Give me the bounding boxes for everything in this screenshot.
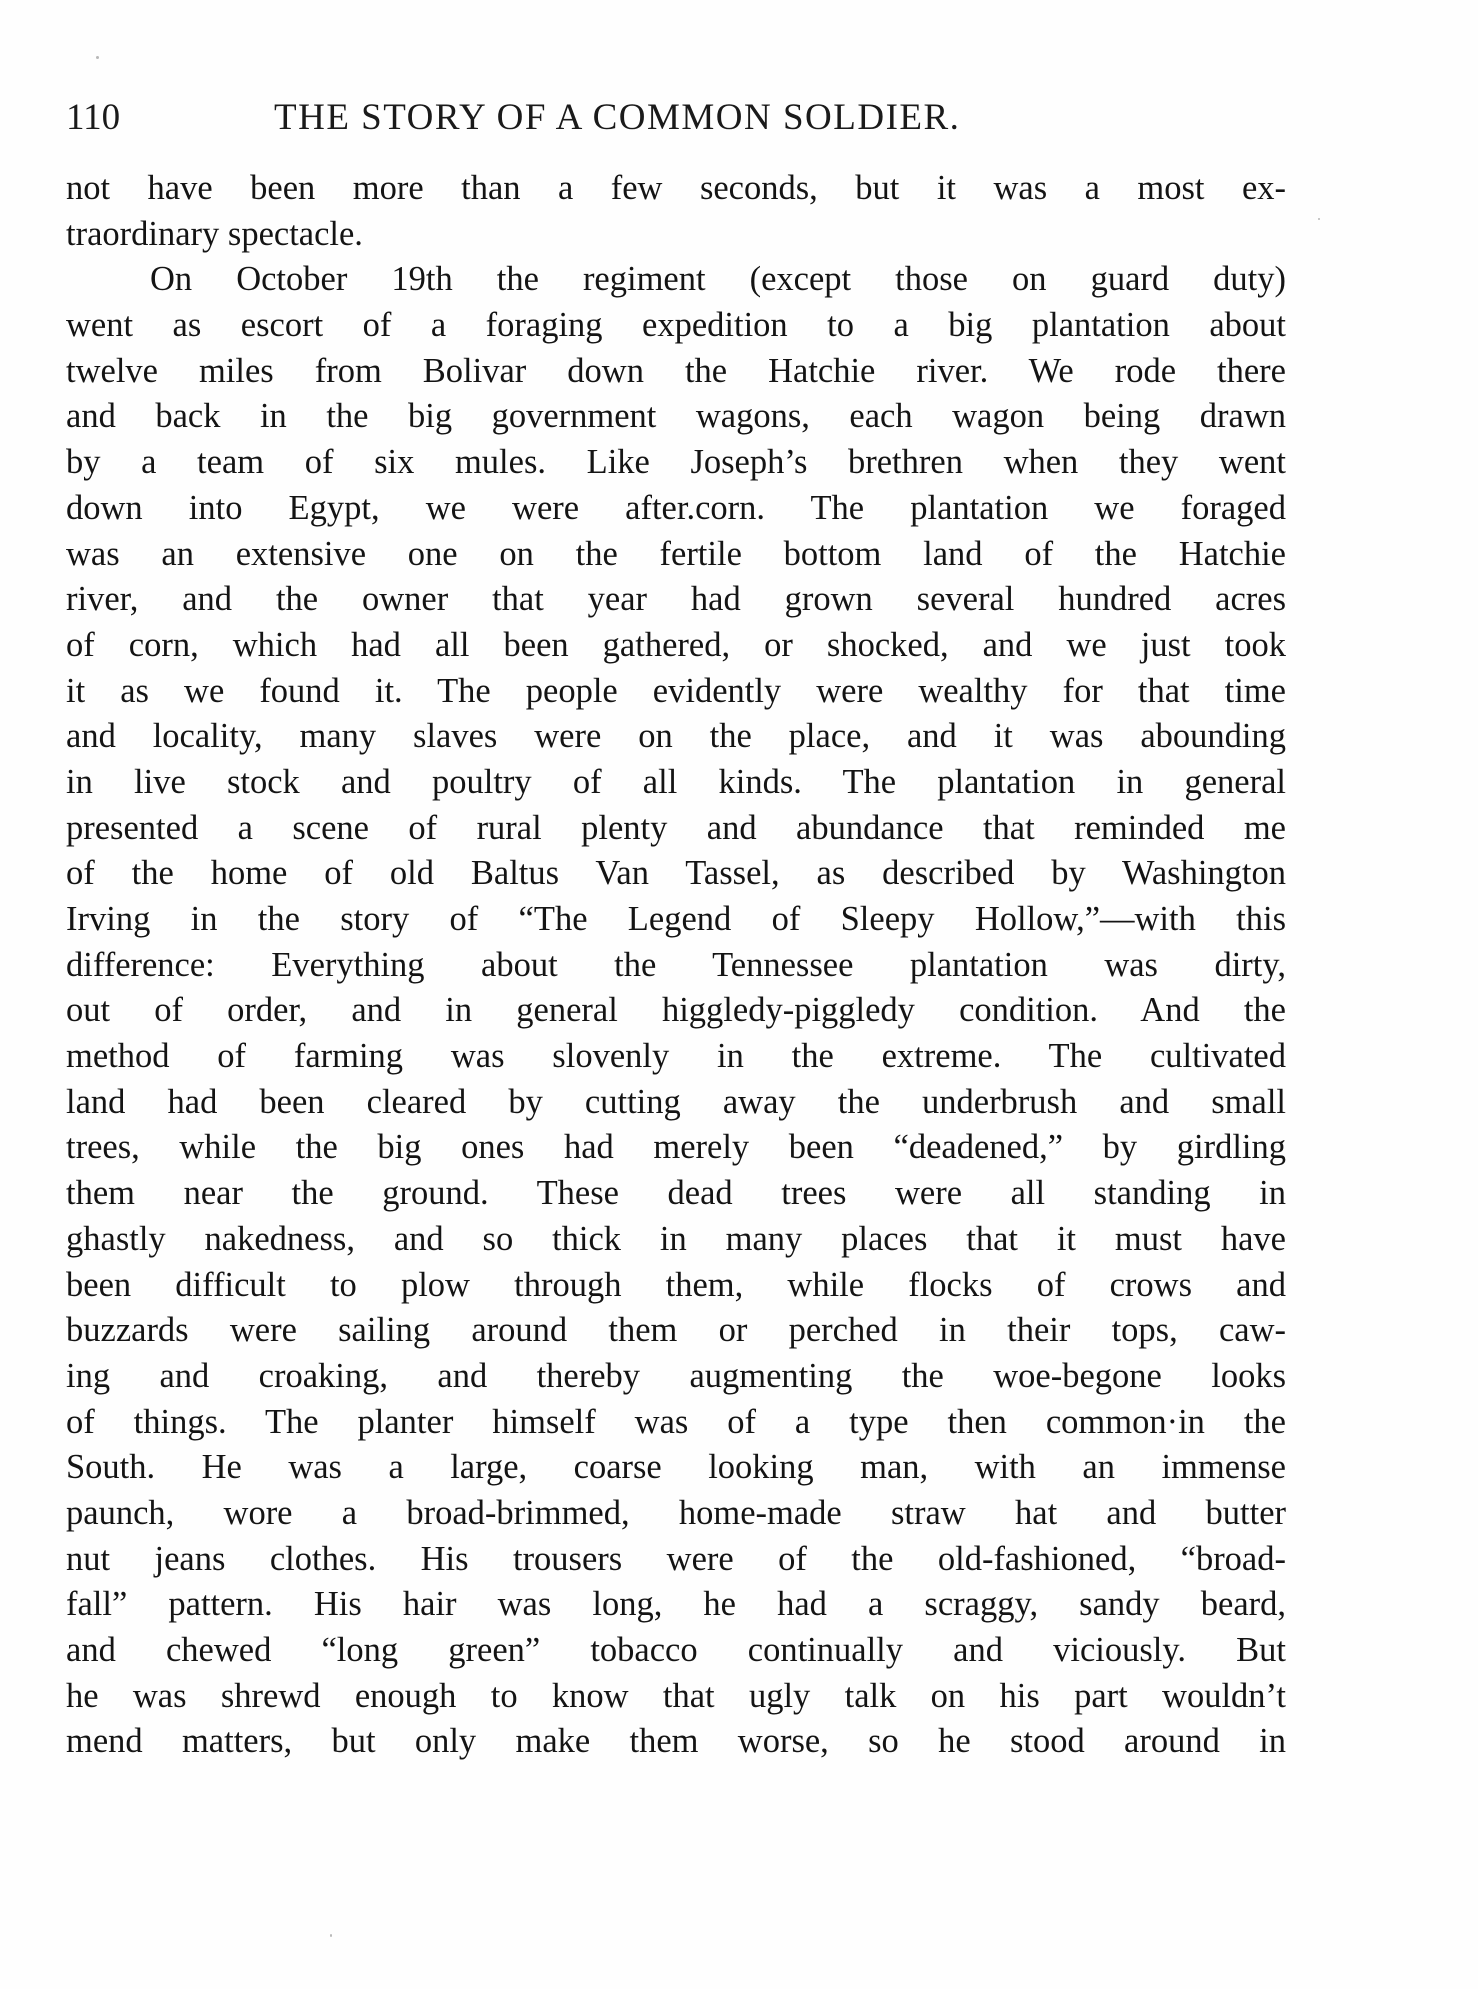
running-head [66, 96, 1286, 156]
text-line: down into Egypt, we were after.corn. The plantation we foraged [66, 488, 1286, 527]
text-line: Irving in the story of “The Legend of Sleepy Hollow,”—with this [66, 900, 1286, 938]
body-text [66, 166, 1286, 1765]
text-line: it as we found it. The people evidently were wealthy for that time [66, 671, 1286, 710]
text-line: presented a scene of rural plenty and abundance that reminded me [66, 808, 1286, 847]
text-line: ing and croaking, and thereby augmenting the woe-begone looks [66, 1356, 1286, 1395]
text-line: paunch, wore a broad-brimmed, home-made straw hat and butter [66, 1493, 1286, 1532]
running-title: THE STORY OF A COMMON SOLDIER. [274, 97, 961, 138]
text-line: buzzards were sailing around them or perched in their tops, caw- [66, 1311, 1286, 1350]
text-line: of the home of old Baltus Van Tassel, as described by Washington [66, 854, 1286, 893]
paper-speck [1318, 218, 1320, 220]
text-line: them near the ground. These dead trees were all standing in [66, 1174, 1286, 1213]
text-line: land had been cleared by cutting away the underbrush and small [66, 1082, 1286, 1121]
text-line: nut jeans clothes. His trousers were of the old-fashioned, “broad- [66, 1539, 1286, 1578]
text-line: mend matters, but only make them worse, so he stood around in [66, 1722, 1286, 1761]
text-line: twelve miles from Bolivar down the Hatchie river. We rode there [66, 351, 1286, 390]
text-line: in live stock and poultry of all kinds. The plantation in general [66, 762, 1286, 801]
text-line: On October 19th the regiment (except those on guard duty) [150, 260, 1286, 299]
text-line: and locality, many slaves were on the place, and it was abounding [66, 717, 1286, 756]
text-line: he was shrewd enough to know that ugly talk on his part wouldn’t [66, 1676, 1286, 1715]
text-line: and back in the big government wagons, each wagon being drawn [66, 397, 1286, 436]
text-line: river, and the owner that year had grown several hundred acres [66, 580, 1286, 619]
text-line: by a team of six mules. Like Joseph’s brethren when they went [66, 443, 1286, 482]
text-line: difference: Everything about the Tennessee plantation was dirty, [66, 945, 1286, 984]
text-line: out of order, and in general higgledy-piggledy condition. And the [66, 991, 1286, 1030]
page-number: 110 [66, 97, 121, 138]
text-line: ghastly nakedness, and so thick in many places that it must have [66, 1219, 1286, 1258]
text-line: traordinary spectacle. [66, 214, 363, 253]
text-line: trees, while the big ones had merely been “deadened,” by girdling [66, 1128, 1286, 1167]
text-line: went as escort of a foraging expedition to a big plantation about [66, 306, 1286, 345]
text-line: been difficult to plow through them, while flocks of crows and [66, 1265, 1286, 1304]
text-line: method of farming was slovenly in the extreme. The cultivated [66, 1037, 1286, 1076]
text-line: fall” pattern. His hair was long, he had a scraggy, sandy beard, [66, 1585, 1286, 1624]
text-line: of corn, which had all been gathered, or shocked, and we just took [66, 625, 1286, 664]
text-line: was an extensive one on the fertile bottom land of the Hatchie [66, 534, 1286, 573]
text-line: of things. The planter himself was of a type then common·in the [66, 1402, 1286, 1441]
text-line: South. He was a large, coarse looking man, with an immense [66, 1448, 1286, 1487]
paper-speck [330, 1934, 332, 1937]
text-line: and chewed “long green” tobacco continually and viciously. But [66, 1631, 1286, 1669]
paper-speck [96, 56, 99, 59]
text-line: not have been more than a few seconds, but it was a most ex- [66, 169, 1286, 207]
